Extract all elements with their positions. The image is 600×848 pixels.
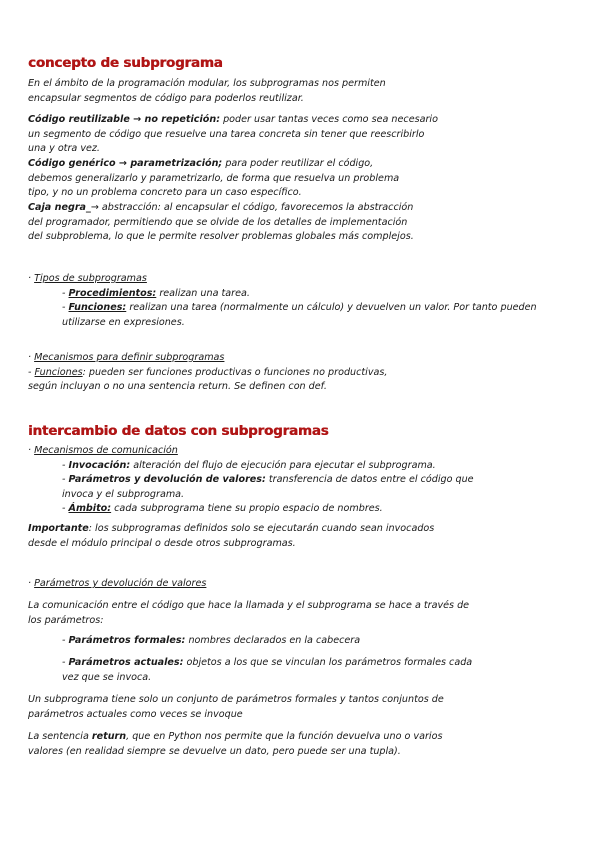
list-item-funciones [28,301,568,330]
mechanisms-text: : pueden ser funciones productivas o funciones no productivas, según incluyan o no una sentencia return. Se definen con def. [28,366,388,392]
list-item-actuales [28,656,502,685]
comm-heading-line [28,444,478,459]
blackbox-text: → abstracción: al encapsular el código, favorecemos la abstracción del programador, permitiendo que se olvide de los detalles de implementación del subproblema, lo que le permite resolver problemas globales más complejos. [28,202,414,242]
return-pre: La sentencia [28,731,92,742]
inv-text: alteración del flujo de ejecución para ejecutar el subprograma. [130,459,436,471]
proc-text: realizan una tarea. [156,287,250,299]
comm-list [28,444,478,517]
sets-paragraph: Un subprograma tiene solo un conjunto de parámetros formales y tantos conjuntos de parámetros actuales como veces se invoque [28,694,444,720]
func-term: Funciones: [68,302,127,313]
types-heading-line [28,272,568,287]
intro-paragraph: En el ámbito de la programación modular, los subprogramas nos permiten encapsular segmentos de código para poderlos reutilizar. [28,78,386,104]
return-text: , que en Python nos permite que la función devuelva uno o varios valores (en realidad siempre se devuelve un dato, pero puede ser una tupla). [28,731,443,757]
amb-term: Ámbito: [68,503,112,514]
params-heading-line [28,577,448,592]
params-intro: La comunicación entre el código que hace la llamada y el subprograma se hace a través de los parámetros: [28,600,470,626]
return-term: return [91,731,127,742]
dash: - [62,503,69,514]
dash: - [62,287,69,299]
formal-term: Parámetros formales: [68,635,186,646]
dash: - [62,635,69,646]
mechanisms-heading-line [28,351,418,366]
list-item-parametros [28,473,478,502]
generic-text: para poder reutilizar el código, debemos generalizarlo y parametrizarlo, de forma que resuelva un problema tipo, y no un problema concreto para un caso específico. [28,158,400,198]
section-title-concepto: concepto de subprograma [28,55,223,71]
actual-term: Parámetros actuales: [68,657,184,668]
mechanisms-block [28,351,418,395]
func-text-1: realizan una tarea (normalmente un cálculo) y devuelven un valor. Por tanto pueden [126,302,537,313]
formal-text: nombres declarados en la cabecera [185,635,361,646]
reuse-text: poder usar tantas veces como sea necesario un segmento de código que resuelve una tarea concreta sin tener que reescribirlo una y otra vez. [28,114,438,154]
blackbox-term: Caja negra_ [28,202,91,213]
params-heading: Parámetros y devolución de valores [34,578,207,589]
bullet: · [28,352,35,363]
par-text-1: transferencia de datos entre el código que [265,474,474,485]
mechanisms-text-line [28,366,418,395]
dash: - [62,302,69,313]
important-text: : los subprogramas definidos solo se ejecutarán cuando sean invocados desde el módulo principal o desde otros subprogramas. [28,523,435,549]
mechanisms-heading: Mecanismos para definir subprogramas [34,352,225,363]
bullet: · [28,273,35,284]
reuse-term: Código reutilizable → no repetición: [28,114,221,125]
inv-term: Invocación: [68,459,131,471]
dash: - [62,657,69,668]
important-paragraph [28,522,458,551]
generic-paragraph [28,157,420,201]
list-item-invocacion [28,459,478,474]
dash: - [62,474,69,485]
bullet: · [28,578,35,589]
section-title-intercambio: intercambio de datos con subprogramas [28,423,329,439]
return-paragraph [28,730,473,759]
mechanisms-term: Funciones [34,366,83,378]
actual-text-1: objetos a los que se vinculan los parámetros formales cada [183,657,473,668]
generic-term: Código genérico → parametrización; [28,158,223,169]
types-heading: Tipos de subprogramas [34,273,147,284]
important-term: Importante [28,523,89,534]
par-text-2: invoca y el subprograma. [62,488,185,500]
reuse-paragraph [28,113,440,157]
proc-term: Procedimientos: [68,287,157,299]
blackbox-paragraph [28,201,423,245]
func-text-2: utilizarse en expresiones. [62,316,185,328]
actual-text-2: vez que se invoca. [62,671,152,683]
comm-heading: Mecanismos de comunicación [34,445,178,456]
dash: - [28,366,35,378]
dash: - [62,459,69,471]
list-item-ambito [28,502,478,517]
list-item-procedimientos [28,287,568,302]
amb-text: cada subprograma tiene su propio espacio de nombres. [111,503,383,514]
types-list [28,272,568,330]
par-term: Parámetros y devolución de valores: [68,474,266,485]
list-item-formales [28,634,482,649]
bullet: · [28,445,35,456]
